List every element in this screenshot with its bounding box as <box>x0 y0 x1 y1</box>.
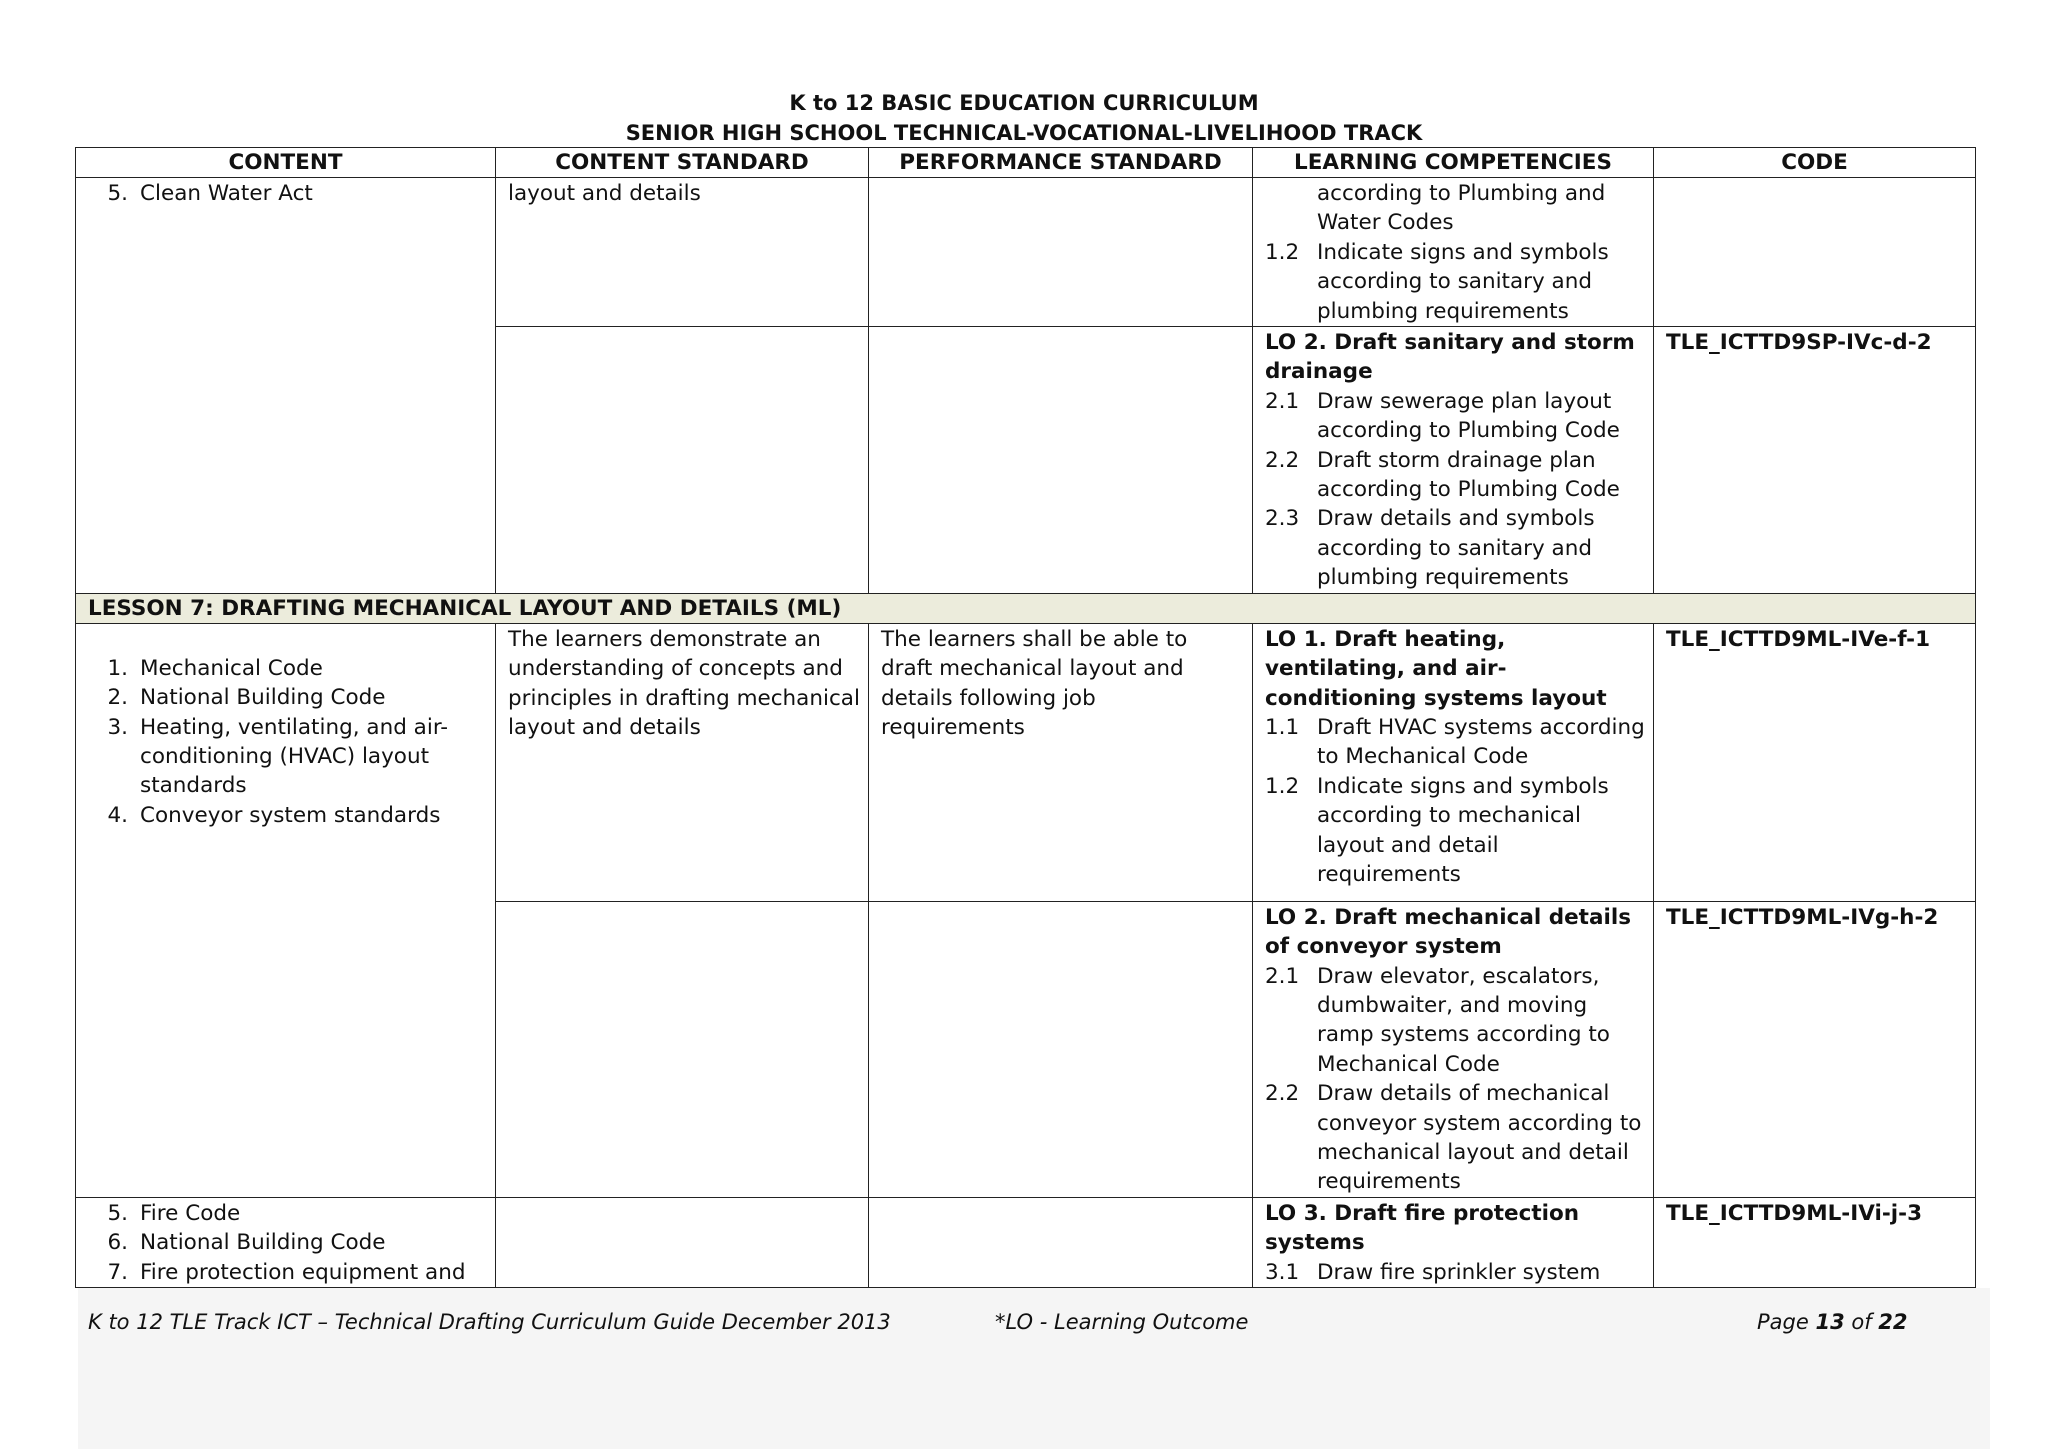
list-item: 4. Conveyor system standards <box>107 802 441 828</box>
col-header-performance-standard: PERFORMANCE STANDARD <box>869 148 1253 178</box>
performance-standard-cell <box>869 327 1253 594</box>
competency-item: 1.2 Indicate signs and symbols according to mechanical layout and detail requirements <box>1265 773 1609 887</box>
performance-standard-cell <box>869 178 1253 327</box>
list-item: 3. Heating, ventilating, and air-conditioning (HVAC) layout standards <box>107 714 449 799</box>
competency-item: 2.2 Draft storm drainage plan according to Plumbing Code <box>1265 447 1620 503</box>
content-list <box>88 1199 487 1287</box>
col-header-content-standard: CONTENT STANDARD <box>496 148 869 178</box>
code-cell: TLE_ICTTD9ML-IVi-j-3 <box>1654 1197 1976 1287</box>
code-cell: TLE_ICTTD9SP-IVc-d-2 <box>1654 327 1976 594</box>
competency-cell <box>1253 623 1654 901</box>
list-item: 2. National Building Code <box>107 685 386 711</box>
content-cell <box>76 623 496 1197</box>
competency-continuation: according to Plumbing and Water Codes <box>1317 181 1606 236</box>
code-cell: TLE_ICTTD9ML-IVe-f-1 <box>1654 623 1976 901</box>
code-cell: TLE_ICTTD9ML-IVg-h-2 <box>1654 901 1976 1197</box>
content-list <box>88 179 487 208</box>
learning-outcome-title: LO 2. Draft mechanical details of conveyor system <box>1265 904 1632 960</box>
learning-outcome-title: LO 2. Draft sanitary and storm drainage <box>1265 330 1635 385</box>
competency-cell <box>1253 327 1654 594</box>
competency-item: 1.1 Draft HVAC systems according to Mechanical Code <box>1265 714 1645 770</box>
content-standard-cell <box>496 901 869 1197</box>
list-item: 7. Fire protection equipment and <box>107 1259 466 1285</box>
content-list <box>88 654 487 830</box>
lesson-title: LESSON 7: DRAFTING MECHANICAL LAYOUT AND DETAILS (ML) <box>76 593 1976 623</box>
learning-outcome-title: LO 1. Draft heating, ventilating, and air-conditioning systems layout <box>1265 626 1607 711</box>
content-cell <box>76 178 496 594</box>
competency-item: 1.2 Indicate signs and symbols according to sanitary and plumbing requirements <box>1265 239 1609 324</box>
content-standard-cell <box>496 1197 869 1287</box>
curriculum-table <box>75 147 1976 1288</box>
learning-outcome-title: LO 3. Draft fire protection systems <box>1265 1200 1580 1256</box>
list-item: 5. Clean Water Act <box>107 181 313 206</box>
competency-item: 2.1 Draw sewerage plan layout according to Plumbing Code <box>1265 388 1620 444</box>
list-item: 1. Mechanical Code <box>107 655 323 681</box>
performance-standard-cell <box>869 901 1253 1197</box>
competency-cell <box>1253 178 1654 327</box>
competency-item: 2.2 Draw details of mechanical conveyor system according to mechanical layout and detail requirements <box>1265 1081 1642 1195</box>
col-header-code: CODE <box>1654 148 1976 178</box>
content-standard-cell <box>496 327 869 594</box>
lesson-row <box>76 593 1976 623</box>
table-row <box>76 623 1976 901</box>
document-subtitle: SENIOR HIGH SCHOOL TECHNICAL-VOCATIONAL-LIVELIHOOD TRACK <box>625 121 1423 145</box>
competency-cell <box>1253 1197 1654 1287</box>
content-standard-cell: The learners demonstrate an understanding of concepts and principles in drafting mechanical layout and details <box>496 623 869 901</box>
col-header-learning-competencies: LEARNING COMPETENCIES <box>1253 148 1654 178</box>
page-indicator: Page 13 of 22 <box>1757 1310 1908 1334</box>
table-row <box>76 1197 1976 1287</box>
competency-item: 3.1 Draw fire sprinkler system <box>1265 1259 1601 1285</box>
performance-standard-cell <box>869 1197 1253 1287</box>
list-item: 5. Fire Code <box>107 1200 241 1226</box>
col-header-content: CONTENT <box>76 148 496 178</box>
content-standard-cell: layout and details <box>496 178 869 327</box>
list-item: 6. National Building Code <box>107 1230 386 1256</box>
footer-lo-note: *LO - Learning Outcome <box>995 1310 1249 1334</box>
code-cell <box>1654 178 1976 327</box>
document-title: K to 12 BASIC EDUCATION CURRICULUM <box>789 91 1259 115</box>
performance-standard-cell: The learners shall be able to draft mechanical layout and details following job requirements <box>869 623 1253 901</box>
table-row <box>76 178 1976 327</box>
competency-item: 2.1 Draw elevator, escalators, dumbwaiter, and moving ramp systems according to Mechanical Code <box>1265 963 1610 1077</box>
footer-document-name: K to 12 TLE Track ICT – Technical Drafting Curriculum Guide December 2013 <box>88 1310 891 1334</box>
header-row <box>76 148 1976 178</box>
competency-cell <box>1253 901 1654 1197</box>
competency-item: 2.3 Draw details and symbols according to sanitary and plumbing requirements <box>1265 506 1595 591</box>
content-cell <box>76 1197 496 1287</box>
